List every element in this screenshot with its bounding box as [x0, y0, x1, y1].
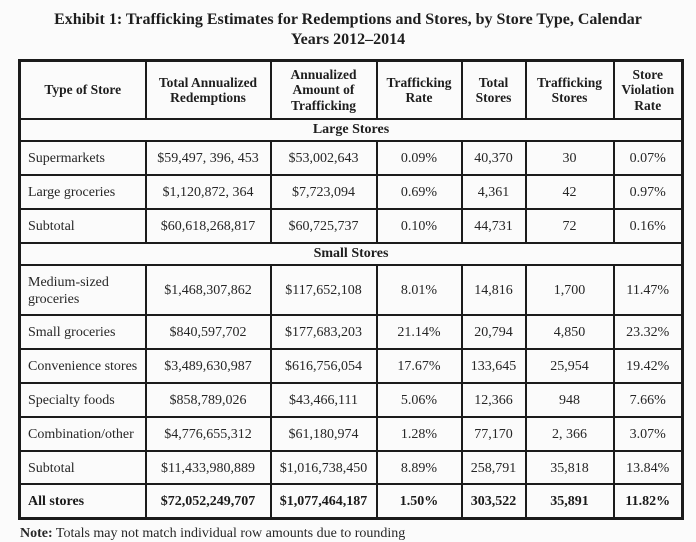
- cell-trafficking-rate: 1.28%: [377, 417, 462, 451]
- cell-trafficking-stores: 42: [526, 175, 614, 209]
- col-header-total-annualized-redemptions: Total Annualized Redemptions: [146, 60, 271, 119]
- cell-trafficking-stores: 30: [526, 141, 614, 175]
- cell-store-type: Small groceries: [20, 315, 146, 349]
- cell-store-type: Combination/other: [20, 417, 146, 451]
- cell-trafficking-rate: 1.50%: [377, 484, 462, 518]
- row-convenience-stores: [20, 349, 683, 383]
- row-specialty-foods: [20, 383, 683, 417]
- section-label-small-stores: Small Stores: [20, 243, 683, 265]
- cell-violation-rate: 11.47%: [614, 265, 683, 316]
- col-header-total-stores: Total Stores: [462, 60, 526, 119]
- cell-trafficking-rate: 8.89%: [377, 451, 462, 485]
- section-row-large-stores: [20, 119, 683, 141]
- row-small-groceries: [20, 315, 683, 349]
- cell-trafficking-rate: 8.01%: [377, 265, 462, 316]
- cell-total-stores: 303,522: [462, 484, 526, 518]
- cell-redemptions: $840,597,702: [146, 315, 271, 349]
- cell-trafficking-amount: $1,016,738,450: [271, 451, 377, 485]
- cell-trafficking-stores: 4,850: [526, 315, 614, 349]
- cell-redemptions: $3,489,630,987: [146, 349, 271, 383]
- cell-trafficking-rate: 0.09%: [377, 141, 462, 175]
- cell-total-stores: 77,170: [462, 417, 526, 451]
- cell-trafficking-stores: 948: [526, 383, 614, 417]
- cell-trafficking-rate: 0.69%: [377, 175, 462, 209]
- cell-redemptions: $72,052,249,707: [146, 484, 271, 518]
- cell-trafficking-rate: 17.67%: [377, 349, 462, 383]
- cell-trafficking-amount: $616,756,054: [271, 349, 377, 383]
- cell-violation-rate: 13.84%: [614, 451, 683, 485]
- cell-trafficking-stores: 2, 366: [526, 417, 614, 451]
- cell-redemptions: $59,497, 396, 453: [146, 141, 271, 175]
- cell-redemptions: $11,433,980,889: [146, 451, 271, 485]
- cell-total-stores: 44,731: [462, 209, 526, 243]
- cell-store-type: Subtotal: [20, 209, 146, 243]
- footnote: [20, 526, 696, 542]
- cell-violation-rate: 0.16%: [614, 209, 683, 243]
- exhibit-title-line1: Exhibit 1: Trafficking Estimates for Redemptions and Stores, by Store Type, Calendar: [54, 11, 642, 28]
- cell-redemptions: $4,776,655,312: [146, 417, 271, 451]
- cell-store-type: Specialty foods: [20, 383, 146, 417]
- cell-violation-rate: 19.42%: [614, 349, 683, 383]
- row-subtotal-large: [20, 209, 683, 243]
- cell-redemptions: $1,120,872, 364: [146, 175, 271, 209]
- exhibit-title: [0, 10, 696, 51]
- cell-trafficking-amount: $117,652,108: [271, 265, 377, 316]
- row-combination-other: [20, 417, 683, 451]
- row-subtotal-small: [20, 451, 683, 485]
- cell-violation-rate: 0.97%: [614, 175, 683, 209]
- section-row-small-stores: [20, 243, 683, 265]
- cell-trafficking-amount: $61,180,974: [271, 417, 377, 451]
- cell-trafficking-amount: $177,683,203: [271, 315, 377, 349]
- cell-store-type: Large groceries: [20, 175, 146, 209]
- cell-redemptions: $60,618,268,817: [146, 209, 271, 243]
- cell-trafficking-amount: $60,725,737: [271, 209, 377, 243]
- cell-redemptions: $858,789,026: [146, 383, 271, 417]
- cell-violation-rate: 0.07%: [614, 141, 683, 175]
- cell-total-stores: 133,645: [462, 349, 526, 383]
- cell-store-type: Convenience stores: [20, 349, 146, 383]
- cell-violation-rate: 23.32%: [614, 315, 683, 349]
- col-header-type-of-store: Type of Store: [20, 60, 146, 119]
- cell-total-stores: 4,361: [462, 175, 526, 209]
- col-header-trafficking-stores: Trafficking Stores: [526, 60, 614, 119]
- cell-violation-rate: 11.82%: [614, 484, 683, 518]
- cell-violation-rate: 7.66%: [614, 383, 683, 417]
- cell-trafficking-stores: 72: [526, 209, 614, 243]
- footnote-label: Note:: [20, 526, 53, 542]
- cell-total-stores: 20,794: [462, 315, 526, 349]
- row-medium-sized-groceries: [20, 265, 683, 316]
- row-supermarkets: [20, 141, 683, 175]
- cell-store-type: Supermarkets: [20, 141, 146, 175]
- cell-trafficking-amount: $43,466,111: [271, 383, 377, 417]
- cell-trafficking-amount: $53,002,643: [271, 141, 377, 175]
- cell-trafficking-stores: 35,818: [526, 451, 614, 485]
- cell-trafficking-rate: 21.14%: [377, 315, 462, 349]
- cell-store-type: All stores: [20, 484, 146, 518]
- col-header-trafficking-rate: Trafficking Rate: [377, 60, 462, 119]
- cell-redemptions: $1,468,307,862: [146, 265, 271, 316]
- cell-store-type: Medium-sized groceries: [20, 265, 146, 316]
- cell-trafficking-stores: 35,891: [526, 484, 614, 518]
- cell-trafficking-amount: $7,723,094: [271, 175, 377, 209]
- footnote-text: Totals may not match individual row amounts due to rounding: [55, 526, 406, 542]
- cell-total-stores: 14,816: [462, 265, 526, 316]
- cell-trafficking-stores: 1,700: [526, 265, 614, 316]
- section-label-large-stores: Large Stores: [20, 119, 683, 141]
- header-row: [20, 60, 683, 119]
- cell-total-stores: 40,370: [462, 141, 526, 175]
- cell-trafficking-amount: $1,077,464,187: [271, 484, 377, 518]
- cell-trafficking-rate: 5.06%: [377, 383, 462, 417]
- col-header-store-violation-rate: Store Violation Rate: [614, 60, 683, 119]
- row-large-groceries: [20, 175, 683, 209]
- cell-store-type: Subtotal: [20, 451, 146, 485]
- cell-trafficking-stores: 25,954: [526, 349, 614, 383]
- cell-violation-rate: 3.07%: [614, 417, 683, 451]
- col-header-annualized-amount-of-trafficking: Annualized Amount of Trafficking: [271, 60, 377, 119]
- cell-total-stores: 12,366: [462, 383, 526, 417]
- cell-total-stores: 258,791: [462, 451, 526, 485]
- trafficking-estimates-table: [18, 59, 684, 520]
- exhibit-title-line2: Years 2012–2014: [290, 31, 406, 49]
- cell-trafficking-rate: 0.10%: [377, 209, 462, 243]
